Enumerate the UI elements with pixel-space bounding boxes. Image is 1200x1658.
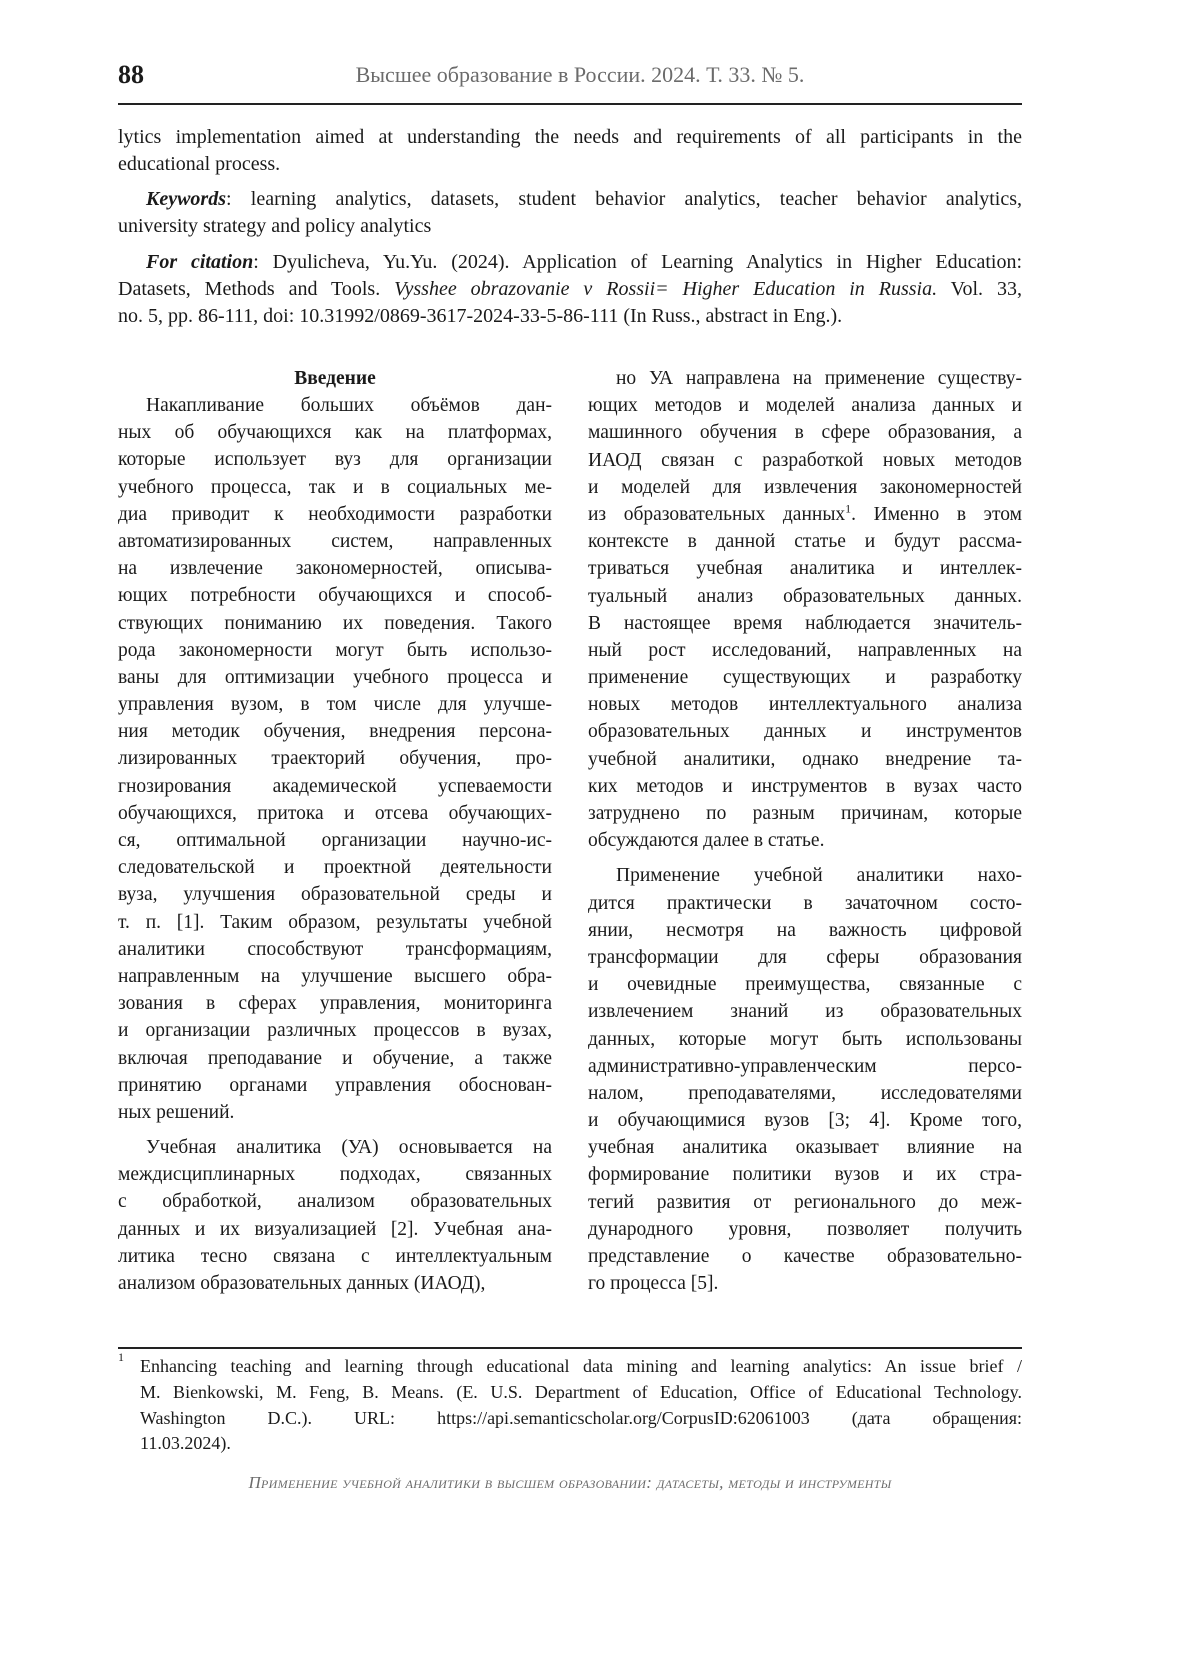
citation-journal: Vysshee obrazovanie v Rossii= Higher Education in Russia. <box>394 278 938 301</box>
text-line: затруднено по разным причинам, которые <box>588 803 1022 824</box>
text-line: зования в сферах управления, мониторинга <box>118 993 552 1015</box>
text-line: анализом образовательных данных (ИАОД), <box>118 1273 486 1294</box>
text-line: ваны для оптимизации учебного процесса и <box>118 666 552 688</box>
text-line: управления вузом, в том числе для улучше- <box>118 694 552 716</box>
text-line: учебного процесса, так и в социальных ме- <box>118 476 552 498</box>
text-line: university strategy and policy analytics <box>118 215 432 238</box>
text-line: lytics implementation aimed at understanding the needs and requirements of all participants in the <box>118 126 1022 148</box>
citation-text: Vol. 33, <box>937 278 1022 301</box>
text-line: го процесса [5]. <box>588 1273 719 1295</box>
text-line: и очевидные преимущества, связанные с <box>588 974 1022 996</box>
paragraph <box>588 365 1022 854</box>
text-line: применение существующих и разработку <box>588 667 1022 689</box>
text-line: аналитики способствуют трансформациям, <box>118 938 552 960</box>
text-line: no. 5, pp. 86-111, doi: 10.31992/0869-3617-2024-33-5-86-111 (In Russ., abstract in Eng.). <box>118 305 843 328</box>
text-line: налом, преподавателями, исследователями <box>588 1082 1022 1104</box>
text-line: принятию органами управления обоснован- <box>118 1074 552 1096</box>
footnote <box>118 1350 1022 1457</box>
text-line: дународного уровня, позволяет получить <box>588 1218 1022 1240</box>
text-line <box>118 249 1022 276</box>
text-line: ных решений. <box>118 1101 235 1123</box>
text-line: образовательных данных и инструментов <box>588 721 1022 743</box>
keywords <box>118 186 1022 240</box>
text-line: Применение учебной аналитики нахо- <box>616 865 1022 887</box>
text-line: ющих методов и моделей анализа данных и <box>588 395 1022 417</box>
text-line: дится практически в зачаточном состо- <box>588 892 1022 914</box>
text-line: учебной аналитики, однако внедрение та- <box>588 748 1022 770</box>
text-line: и организации различных процессов в вузах, <box>118 1020 552 1042</box>
text-line <box>118 276 1022 303</box>
text-line: лизированных траекторий обучения, про- <box>118 748 552 770</box>
text-line: и обучающимися вузов [3; 4]. Кроме того, <box>588 1110 1022 1132</box>
text-line: из образовательных данных$^1$. Именно в этом <box>588 501 1022 525</box>
text-line <box>118 186 1022 213</box>
text-line: диа приводит к необходимости разработки <box>118 503 552 525</box>
text-line: 11.03.2024). <box>140 1433 231 1454</box>
text-line: вуза, улучшения образовательной среды и <box>118 884 552 906</box>
text-line: данных и их визуализацией [2]. Учебная ана- <box>118 1218 552 1240</box>
citation-text: Datasets, Methods and Tools. <box>118 278 395 301</box>
text-line: но УА направлена на применение существу- <box>616 368 1022 389</box>
text-line: ствующих пониманию их поведения. Такого <box>118 612 552 634</box>
text-line: направленным на улучшение высшего обра- <box>118 965 552 987</box>
left-column <box>118 365 552 1305</box>
text-line: Washington D.C.). URL: https://api.semanticscholar.org/CorpusID:62061003 (дата обращения: <box>140 1407 1022 1428</box>
text-line: обучающихся, притока и отсева обучающих- <box>118 802 552 824</box>
keywords-text: : learning analytics, datasets, student behavior analytics, teacher behavior analytics, <box>226 188 1022 210</box>
text-line: включая преподавание и обучение, а также <box>118 1047 552 1069</box>
text-line: туальный анализ образовательных данных. <box>588 585 1022 607</box>
text-line: машинного обучения в сфере образования, а <box>588 422 1022 444</box>
text-line: гнозирования академической успеваемости <box>118 775 552 797</box>
paragraph <box>588 862 1022 1297</box>
text-line: литика тесно связана с интеллектуальным <box>118 1245 552 1267</box>
text-line: на извлечение закономерностей, описыва- <box>118 558 552 580</box>
section-heading: Введение <box>294 368 376 389</box>
text-line: educational process. <box>118 153 281 176</box>
text-line: ся, оптимальной организации научно-ис- <box>118 830 552 851</box>
text-line: триваться учебная аналитика и интеллек- <box>588 558 1022 580</box>
footnote-reference[interactable]: 1 <box>845 501 852 516</box>
text-line: тегий развития от регионального до меж- <box>588 1191 1022 1213</box>
paragraph <box>118 1134 552 1297</box>
citation-label: For citation <box>146 251 254 273</box>
text-line: которые использует вуз для организации <box>118 449 552 471</box>
text-line: следовательской и проектной деятельности <box>118 857 552 879</box>
text-line: ный рост исследований, направленных на <box>588 639 1022 661</box>
text-line: автоматизированных систем, направленных <box>118 530 552 552</box>
text-line: представление о качестве образовательно- <box>588 1246 1022 1267</box>
text-line: ных об обучающихся как на платформах, <box>118 422 552 444</box>
footnote-divider <box>118 1347 1022 1349</box>
footnote-body <box>140 1354 1022 1457</box>
text-line: В настоящее время наблюдается значитель- <box>588 612 1022 634</box>
running-header: Высшее образование в России. 2024. Т. 33. № 5. <box>355 62 805 87</box>
text-line: M. Bienkowski, M. Feng, B. Means. (E. U.S. Department of Education, Office of Educational Technology. <box>140 1381 1022 1402</box>
text-line: обсуждаются далее в статье. <box>588 830 825 852</box>
abstract-end <box>118 124 1022 178</box>
text-line: административно-управленческим персо- <box>588 1055 1022 1077</box>
text-line: Учебная аналитика (УА) основывается на <box>146 1137 552 1159</box>
citation-text: : Dyulicheva, Yu.Yu. (2024). Application of Learning Analytics in Higher Education: <box>253 251 1022 273</box>
paragraph <box>118 392 552 1126</box>
text-line: данных, которые могут быть использованы <box>588 1028 1022 1050</box>
text-line: т. п. [1]. Таким образом, результаты учебной <box>118 911 552 933</box>
text-line: ния методик обучения, внедрения персона- <box>118 721 552 743</box>
footnote-mark: 1 <box>118 1350 124 1364</box>
text-line: с обработкой, анализом образовательных <box>118 1191 552 1213</box>
text-line: учебная аналитика оказывает влияние на <box>588 1137 1022 1159</box>
text-line: Накапливание больших объёмов дан- <box>146 395 552 416</box>
text-line: междисциплинарных подходах, связанных <box>118 1164 552 1186</box>
text-line: формирование политики вузов и их стра- <box>588 1164 1022 1186</box>
text-line: и моделей для извлечения закономерностей <box>588 476 1022 498</box>
citation <box>118 249 1022 331</box>
keywords-label: Keywords <box>146 188 226 210</box>
text-line: ющих потребности обучающихся и способ- <box>118 585 552 607</box>
text-line: трансформации для сферы образования <box>588 946 1022 968</box>
text-line: ИАОД связан с разработкой новых методов <box>588 449 1022 471</box>
page-number: 88 <box>118 60 144 89</box>
text-line: извлечением знаний из образовательных <box>588 1001 1022 1023</box>
running-footer: Применение учебной аналитики в высшем образовании: датасеты, методы и инструменты <box>248 1473 892 1492</box>
right-column <box>588 365 1022 1305</box>
text-line: Enhancing teaching and learning through educational data mining and learning analytics: An issue brief / <box>140 1356 1022 1376</box>
text-line: новых методов интеллектуального анализа <box>588 694 1022 716</box>
text-line: контексте в данной статье и будут рассма- <box>588 531 1022 553</box>
text-line: янии, несмотря на важность цифровой <box>588 919 1022 941</box>
text-line: ких методов и инструментов в вузах часто <box>588 775 1022 797</box>
header-divider <box>118 103 1022 105</box>
text-line: рода закономерности могут быть использо- <box>118 639 552 661</box>
